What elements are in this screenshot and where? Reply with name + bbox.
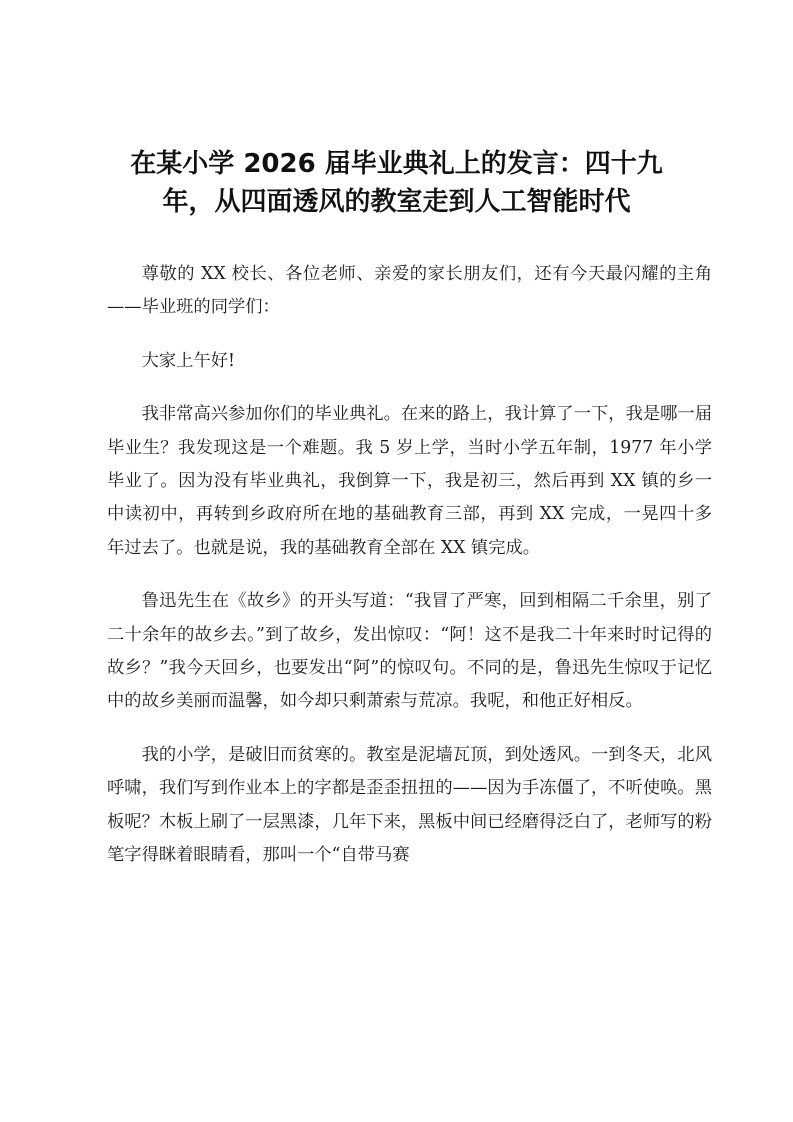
body-paragraph: 我非常高兴参加你们的毕业典礼。在来的路上，我计算了一下，我是哪一届毕业生？我发现这是一个难题。我 5 岁上学，当时小学五年制，1977 年小学毕业了。因为没有毕业典礼，我倒算一下，我是初三，然后再到 XX 镇的乡一中读初中，再转到乡政府所在地的基础教育三部，再到 XX 完成，一晃四十多年过去了。也就是说，我的基础教育全部在 XX 镇完成。 (107, 404, 712, 558)
document-body (107, 258, 712, 873)
title-line-1: 在某小学 2026 届毕业典礼上的发言：四十九 (130, 149, 663, 179)
salutation-paragraph: 尊敬的 XX 校长、各位老师、亲爱的家长朋友们，还有今天最闪耀的主角——毕业班的同学们： (107, 264, 712, 318)
greeting-paragraph: 大家上午好! (141, 350, 235, 371)
body-paragraph: 鲁迅先生在《故乡》的开头写道：“我冒了严寒，回到相隔二千余里，别了二十余年的故乡去。”到了故乡，发出惊叹：“阿！这不是我二十年来时时记得的故乡？”我今天回乡，也要发出“阿”的惊叹句。不同的是，鲁迅先生惊叹于记忆中的故乡美丽而温馨，如今却只剩萧索与荒凉。我呢，和他正好相反。 (107, 591, 712, 712)
title-line-2: 年，从四面透风的教室走到人工智能时代 (162, 187, 631, 217)
document-title (100, 145, 693, 221)
body-paragraph: 我的小学，是破旧而贫寒的。教室是泥墙瓦顶，到处透风。一到冬天，北风呼啸，我们写到作业本上的字都是歪歪扭扭的——因为手冻僵了，不听使唤。黑板呢？木板上刷了一层黑漆，几年下来，黑板中间已经磨得泛白了，老师写的粉笔字得眯着眼睛看，那叫一个“自带马赛 (107, 744, 712, 866)
